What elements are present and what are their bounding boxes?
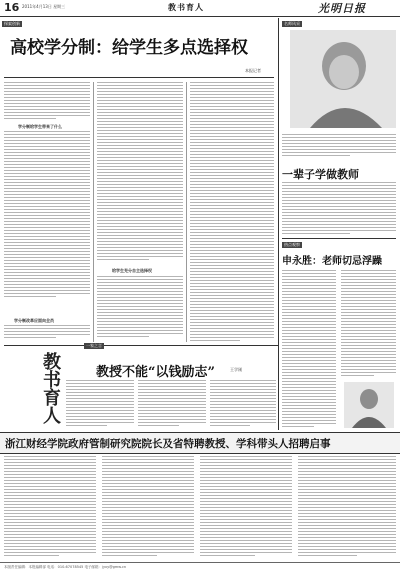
main-article-col3 xyxy=(190,82,274,342)
center-article-col2 xyxy=(138,380,206,430)
section-label-right: 名师风采 xyxy=(284,21,300,26)
teacher-portrait-photo xyxy=(290,30,396,128)
calligraphy-block: 教书育人 xyxy=(40,352,61,424)
center-article-col3 xyxy=(210,380,276,430)
section-label-mid: 一家之言 xyxy=(86,343,102,348)
center-article-col1 xyxy=(66,380,134,430)
ad-body-col3 xyxy=(200,456,292,560)
headline-rule xyxy=(4,77,274,78)
shen-yongsheng-photo xyxy=(344,382,394,428)
issue-date: 2011年4月13日 星期三 xyxy=(22,4,66,9)
section-title: 教书育人 xyxy=(168,2,204,12)
sub-head-2: 学分制改革应面向全员 xyxy=(14,318,54,323)
newspaper-logo: 光明日报 xyxy=(318,2,366,15)
ad-body-col2 xyxy=(102,456,194,560)
right-article-1-body xyxy=(282,182,396,236)
sub-head-3: 给学生充分自主选择权 xyxy=(112,268,152,273)
sub-head-1: 学分制给学生带来了什么 xyxy=(18,124,62,129)
portrait-caption-text xyxy=(282,134,396,162)
main-article-col2b xyxy=(97,276,183,342)
center-byline: 王学刚 xyxy=(230,367,242,372)
main-article-col2 xyxy=(97,82,183,262)
recruitment-ad-banner xyxy=(0,432,400,454)
main-article-col1c xyxy=(4,325,90,341)
center-headline: 教授不能“以钱励志” xyxy=(96,365,215,380)
ad-headline: 浙江财经学院政府管制研究院院长及省特聘教授、学科带头人招聘启事 xyxy=(5,438,331,450)
section-label-right-mid: 热点观察 xyxy=(284,242,300,247)
right-headline-1: 一辈子学做教师 xyxy=(282,168,359,181)
main-article-col1a xyxy=(4,82,90,122)
right-article-2-col1 xyxy=(282,270,336,430)
main-byline: 本报记者 xyxy=(245,68,261,73)
right-headline-2: 申永胜：老师切忌浮躁 xyxy=(282,256,382,267)
section-label-left: 探索创新 xyxy=(4,21,20,26)
main-article-col1b xyxy=(4,131,90,311)
right-article-2-col2 xyxy=(341,270,396,380)
main-headline: 高校学分制：给学生多点选择权 xyxy=(10,38,248,58)
page-number: 16 xyxy=(4,1,20,14)
ad-body-col4 xyxy=(298,456,396,560)
masthead xyxy=(0,0,400,17)
footer-text: 本版责任编辑：本报编辑部 电话：010-67078545 电子邮箱：jyxy@gmw.cn xyxy=(4,565,127,569)
ad-body-col1 xyxy=(4,456,96,560)
